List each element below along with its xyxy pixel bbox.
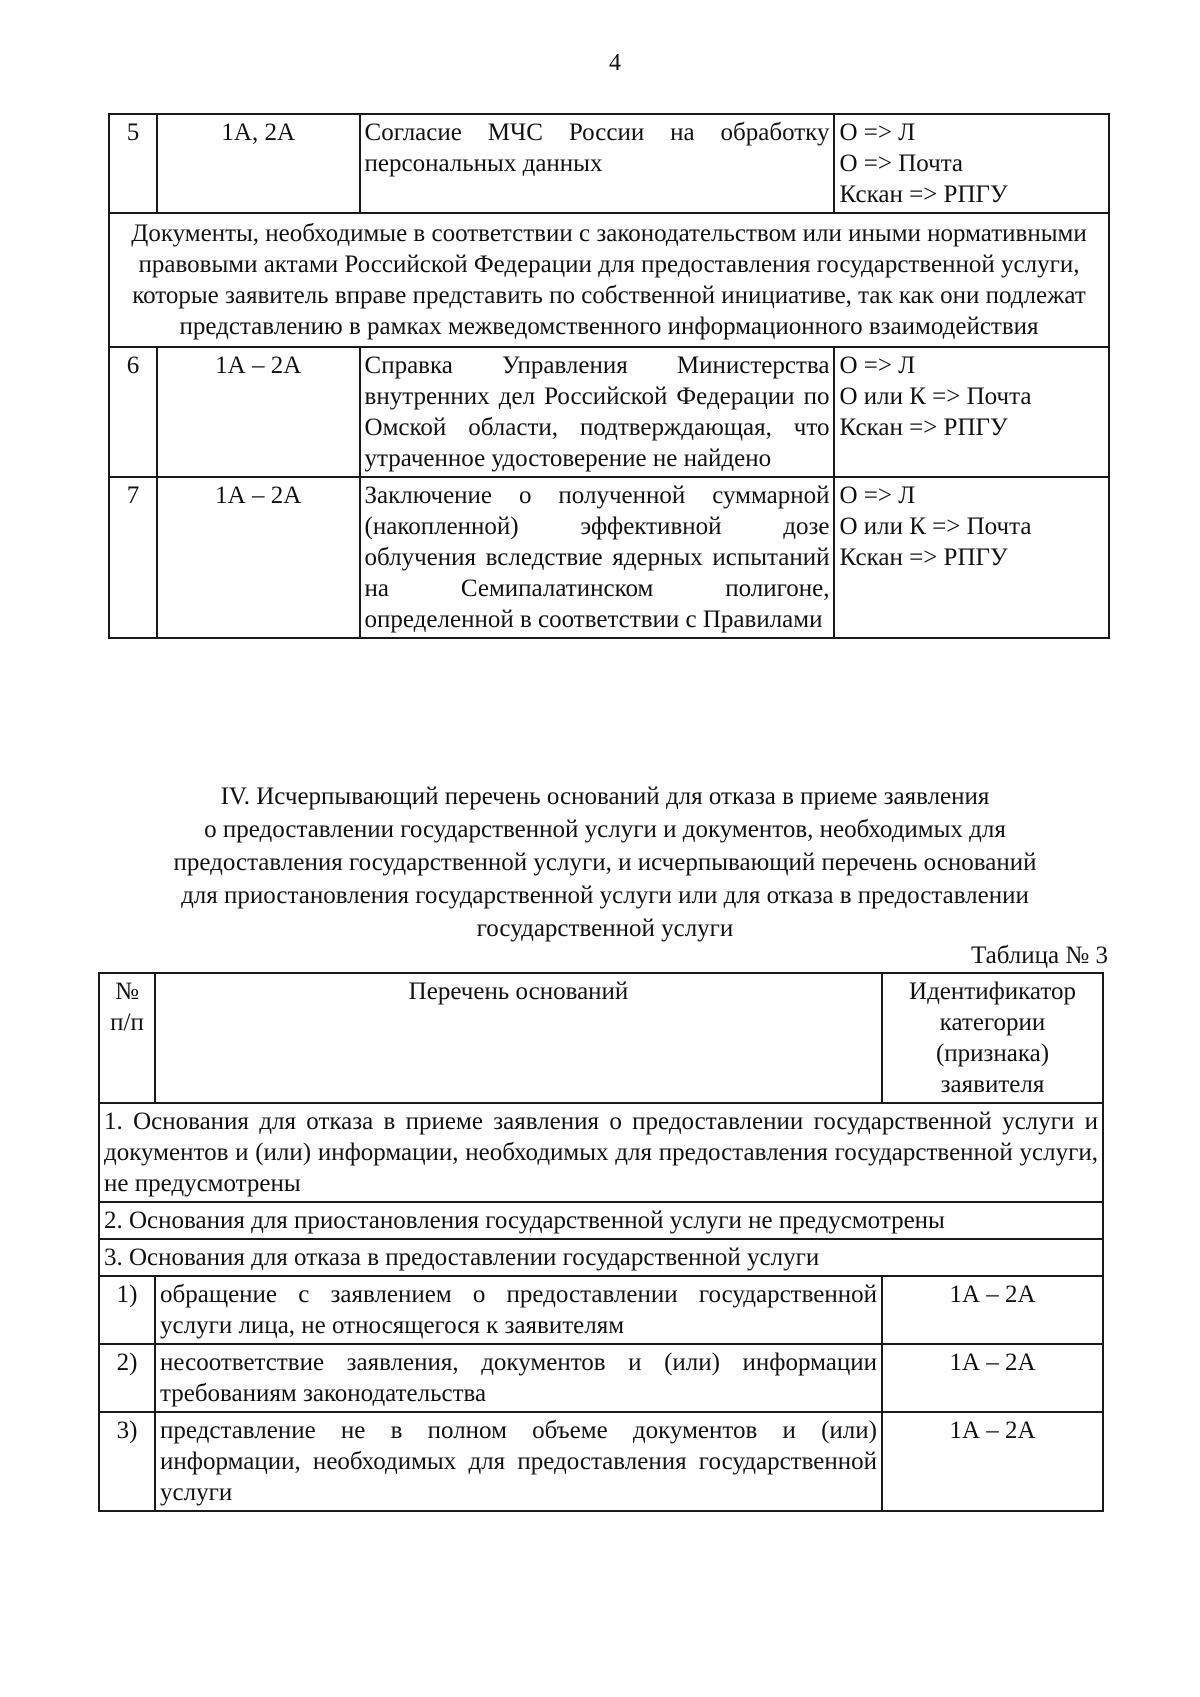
table-row	[99, 1276, 1103, 1344]
reason-cell: несоответствие заявления, документов и (или) информации требованиям законодательства	[155, 1344, 882, 1412]
category-cell: 1А – 2А	[157, 477, 360, 638]
methods-cell	[834, 477, 1109, 638]
row-number: 1)	[99, 1276, 155, 1344]
group-row	[99, 1239, 1103, 1276]
methods-cell	[834, 114, 1109, 213]
table-row	[109, 477, 1109, 638]
method-line: О или К => Почта	[839, 383, 1032, 410]
documents-table	[108, 113, 1110, 639]
reason-cell: обращение с заявлением о предоставлении государственной услуги лица, не относящегося к заявителям	[155, 1276, 882, 1344]
table-row	[109, 347, 1109, 477]
header-num: № п/п	[99, 973, 155, 1103]
group-3: 3. Основания для отказа в предоставлении государственной услуги	[99, 1239, 1103, 1276]
document-cell: Заключение о полученной суммарной (накопленной) эффективной дозе облучения вследствие ядерных испытаний на Семипалатинском полигоне, определенной в соответствии с Правилами	[360, 477, 835, 638]
group-1: 1. Основания для отказа в приеме заявления о предоставлении государственной услуги и документов и (или) информации, необходимых для предоставления государственной услуги, не предусмотрены	[99, 1103, 1103, 1202]
method-line: Кскан => РПГУ	[839, 414, 1008, 441]
methods-cell	[834, 347, 1109, 477]
row-number: 6	[109, 347, 157, 477]
method-line: О => Л	[839, 482, 916, 509]
section-header-row	[109, 213, 1109, 347]
group-2: 2. Основания для приостановления государственной услуги не предусмотрены	[99, 1202, 1103, 1239]
header-row	[99, 973, 1103, 1103]
header-reasons: Перечень оснований	[155, 973, 882, 1103]
row-number: 7	[109, 477, 157, 638]
table-row	[99, 1412, 1103, 1511]
page-number: 4	[609, 50, 621, 76]
section-header: Документы, необходимые в соответствии с законодательством или иными нормативными правовыми актами Российской Федерации для предоставления государственной услуги, которые заявитель вправе представить по собственной инициативе, так как они подлежат представлению в рамках межведомственного информационного взаимодействия	[109, 213, 1109, 347]
grounds-table	[98, 972, 1104, 1512]
category-cell: 1А – 2А	[882, 1412, 1103, 1511]
category-cell: 1А – 2А	[882, 1276, 1103, 1344]
category-cell: 1А – 2А	[882, 1344, 1103, 1412]
header-identifier: Идентификатор категории (признака) заявителя	[882, 973, 1103, 1103]
section-iv-title: IV. Исчерпывающий перечень оснований для отказа в приеме заявления о предоставлении государственной услуги и документов, необходимых для предоставления государственной услуги, и исчерпывающий перечень оснований для приостановления государственной услуги или для отказа в предоставлении государственной услуги	[173, 783, 1037, 942]
category-cell: 1А – 2А	[157, 347, 360, 477]
document-cell: Справка Управления Министерства внутренних дел Российской Федерации по Омской области, подтверждающая, что утраченное удостоверение не найдено	[360, 347, 835, 477]
method-line: О => Л	[839, 352, 916, 379]
category-cell: 1А, 2А	[157, 114, 360, 213]
reason-cell: представление не в полном объеме документов и (или) информации, необходимых для предоставления государственной услуги	[155, 1412, 882, 1511]
method-line: О => Почта	[839, 150, 964, 177]
table-caption: Таблица № 3	[970, 942, 1108, 969]
group-row	[99, 1103, 1103, 1202]
method-line: Кскан => РПГУ	[839, 181, 1008, 208]
method-line: О или К => Почта	[839, 513, 1032, 540]
method-line: О => Л	[839, 119, 916, 146]
table-row	[109, 114, 1109, 213]
method-line: Кскан => РПГУ	[839, 544, 1008, 571]
row-number: 5	[109, 114, 157, 213]
document-cell: Согласие МЧС России на обработку персональных данных	[360, 114, 835, 213]
row-number: 3)	[99, 1412, 155, 1511]
group-row	[99, 1202, 1103, 1239]
row-number: 2)	[99, 1344, 155, 1412]
table-row	[99, 1344, 1103, 1412]
